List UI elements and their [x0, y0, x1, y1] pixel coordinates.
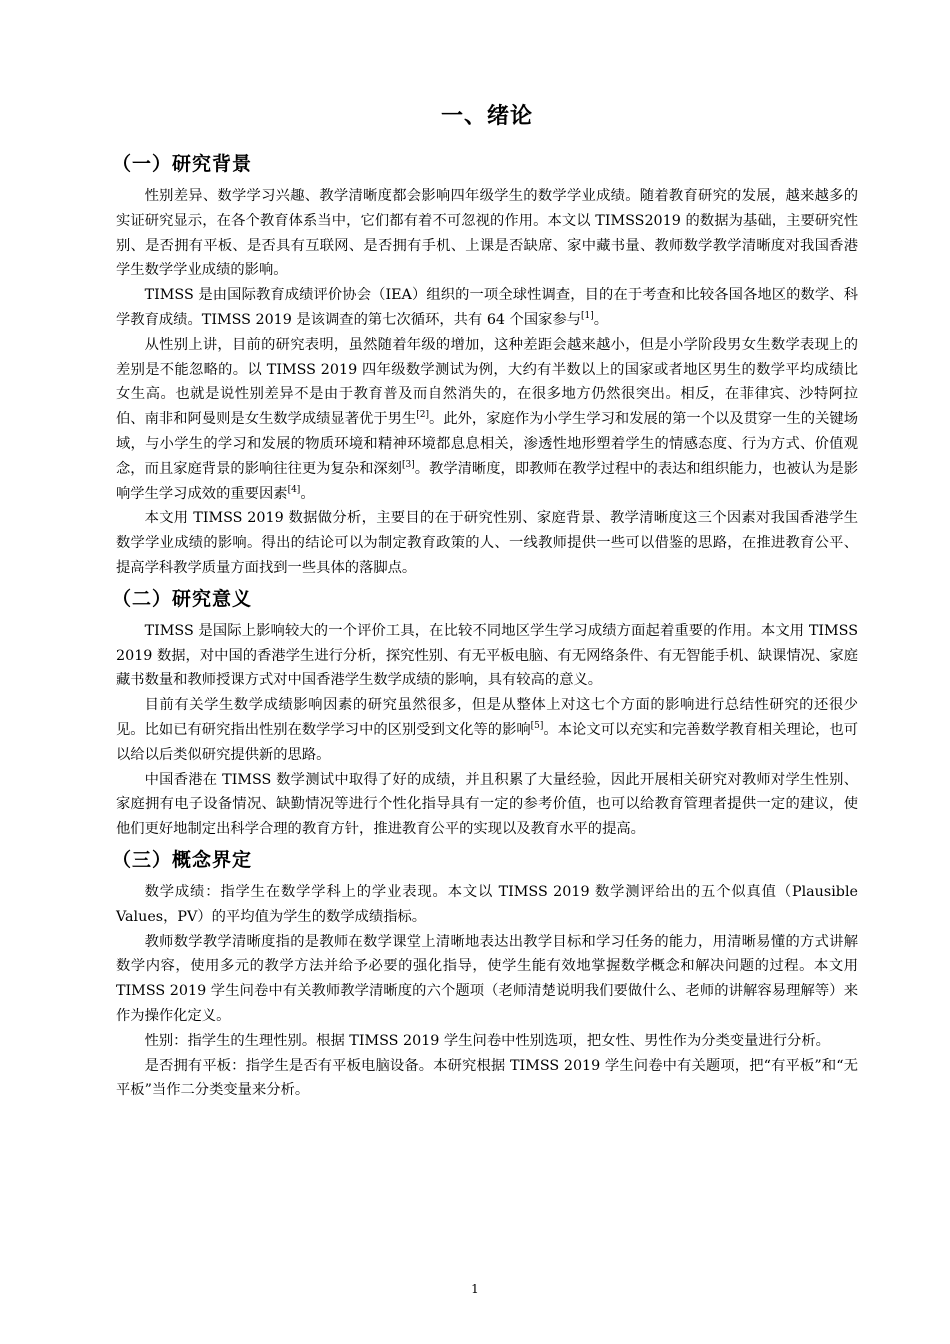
page-number: 1 — [471, 1282, 479, 1296]
section-heading-significance: （二）研究意义 — [112, 587, 253, 610]
paragraph: 数学成绩：指学生在数学学科上的学业表现。本文以 TIMSS 2019 数学测评给出的五个似真值（Plausible Values，PV）的平均值为学生的数学成绩指标。 — [116, 883, 858, 925]
section-heading-definitions: （三）概念界定 — [112, 848, 253, 871]
paragraph: TIMSS 是由国际教育成绩评价协会（IEA）组织的一项全球性调查，目的在于考查和比较各国各地区的数学、科学教育成绩。TIMSS 2019 是该调查的第七次循环，共有 64 个国家参与[1]。 — [116, 287, 858, 328]
paragraph: 性别差异、数学学习兴趣、教学清晰度都会影响四年级学生的数学学业成绩。随着教育研究的发展，越来越多的实证研究显示，在各个教育体系当中，它们都有着不可忽视的作用。本文以 TIMSS2019 的数据为基础，主要研究性别、是否拥有平板、是否具有互联网、是否拥有手机、上课是否缺席、家中藏书量、教师数学教学清晰度对我国香港学生数学学业成绩的影响。 — [116, 188, 858, 279]
paragraph: 目前有关学生数学成绩影响因素的研究虽然很多，但是从整体上对这七个方面的影响进行总结性研究的还很少见。比如已有研究指出性别在数学学习中的区别受到文化等的影响[5]。本论文可以充实和完善数学教育相关理论，也可以给以后类似研究提供新的思路。 — [116, 697, 858, 763]
section-heading-background: （一）研究背景 — [112, 153, 253, 175]
paragraph: 是否拥有平板：指学生是否有平板电脑设备。本研究根据 TIMSS 2019 学生问卷中有关题项，把“有平板”和“无平板”当作二分类变量来分析。 — [116, 1057, 858, 1099]
citation-ref[interactable]: [2] — [416, 410, 430, 421]
citation-ref[interactable]: [1] — [581, 311, 594, 322]
page-content — [112, 98, 859, 1103]
paragraph: 性别：指学生的生理性别。根据 TIMSS 2019 学生问卷中性别选项，把女性、男性作为分类变量进行分析。 — [144, 1032, 830, 1049]
citation-ref[interactable]: [3] — [401, 460, 415, 470]
citation-ref[interactable]: [4] — [287, 484, 301, 495]
paragraph: 本文用 TIMSS 2019 数据做分析，主要目的在于研究性别、家庭背景、教学清晰度这三个因素对我国香港学生数学学业成绩的影响。得出的结论可以为制定教育政策的人、一线教师提供一些可以借鉴的思路，在推进教育公平、提高学科教学质量方面找到一些具体的落脚点。 — [116, 510, 858, 576]
citation-ref[interactable]: [5] — [530, 721, 544, 732]
paragraph: TIMSS 是国际上影响较大的一个评价工具，在比较不同地区学生学习成绩方面起着重要的作用。本文用 TIMSS 2019 数据，对中国的香港学生进行分析，探究性别、有无平板电脑、有无网络条件、有无智能手机、缺课情况、家庭藏书数量和教师授课方式对中国香港学生数学成绩的影响，具有较高的意义。 — [116, 622, 858, 689]
paragraph: 中国香港在 TIMSS 数学测试中取得了好的成绩，并且积累了大量经验，因此开展相关研究对教师对学生性别、家庭拥有电子设备情况、缺勤情况等进行个性化指导具有一定的参考价值，也可以给教育管理者提供一定的建议，使他们更好地制定出科学合理的教育方针，推进教育公平的实现以及教育水平的提高。 — [116, 771, 858, 838]
chapter-title: 一、绪论 — [440, 103, 533, 129]
paragraph: 教师数学教学清晰度指的是教师在数学课堂上清晰地表达出教学目标和学习任务的能力，用清晰易懂的方式讲解数学内容，使用多元的教学方法并给予必要的强化指导，使学生能有效地掌握数学概念和解决问题的过程。本文用 TIMSS 2019 学生问卷中有关教师教学清晰度的六个题项（老师清楚说明我们要做什么、老师的讲解容易理解等）来作为操作化定义。 — [116, 933, 858, 1024]
paragraph: 从性别上讲，目前的研究表明，虽然随着年级的增加，这种差距会越来越小，但是小学阶段男女生数学表现上的差别是不能忽略的。以 TIMSS 2019 四年级数学测试为例，大约有半数以上的国家或者地区男生的数学平均成绩比女生高。也就是说性别差异不是由于教育普及而自然消失的，在很多地方仍然很突出。相反，在菲律宾、沙特阿拉伯、南非和阿曼则是女生数学成绩显著优于男生[2]。此外，家庭作为小学生学习和发展的第一个以及贯穿一生的关键场域，与小学生的学习和发展的物质环境和精神环境都息息相关，渗透性地形塑着学生的情感态度、行为方式、价值观念，而且家庭背景的影响往往更为复杂和深刻[3]。教学清晰度，即教师在教学过程中的表达和组织能力，也被认为是影响学生学习成效的重要因素[4]。 — [116, 336, 859, 502]
